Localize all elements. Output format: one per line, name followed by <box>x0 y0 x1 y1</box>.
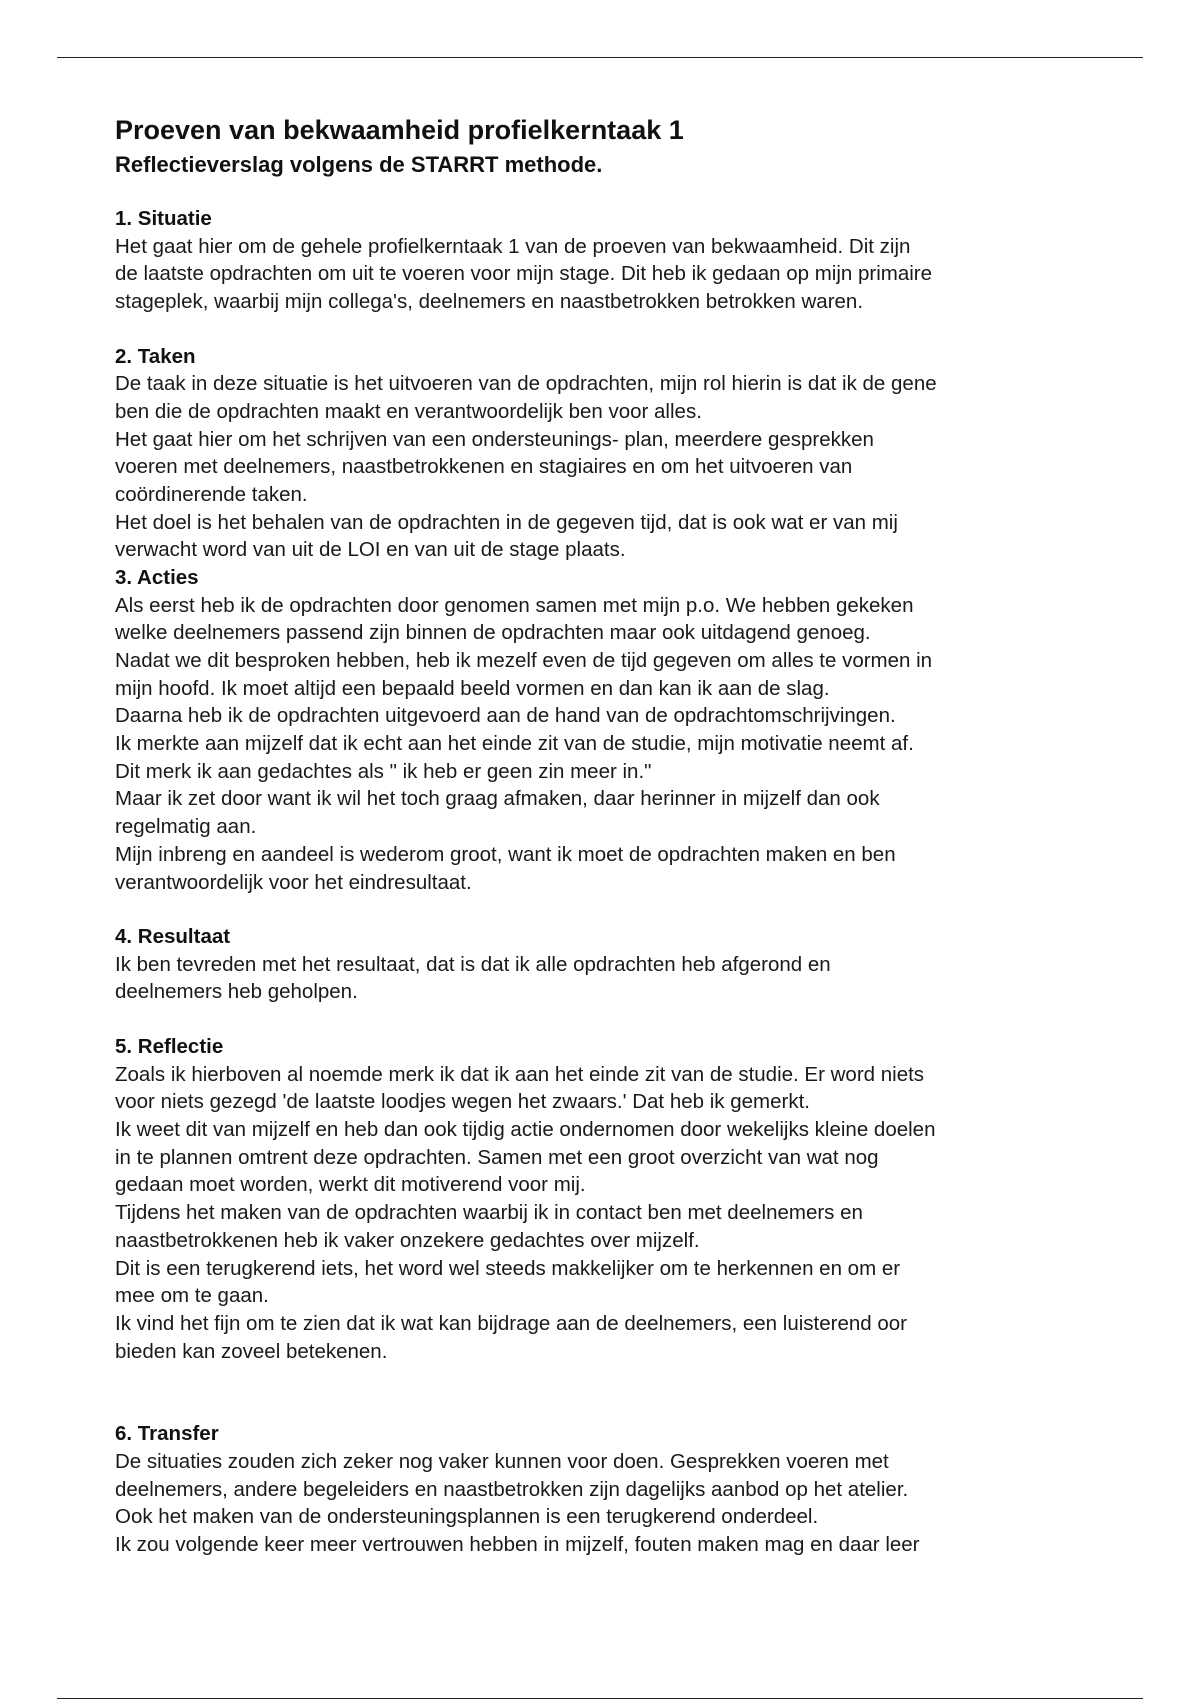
paragraph-line: Het gaat hier om het schrijven van een ondersteunings- plan, meerdere gesprekken <box>115 427 874 451</box>
document-title: Proeven van bekwaamheid profielkerntaak 1 <box>115 115 684 145</box>
paragraph-line: verwacht word van uit de LOI en van uit de stage plaats. <box>115 538 626 562</box>
paragraph-line: Ik vind het fijn om te zien dat ik wat kan bijdrage aan de deelnemers, een luisterend oor <box>115 1312 907 1335</box>
section-resultaat <box>115 923 1115 1006</box>
section-heading: 1. Situatie <box>115 207 212 230</box>
paragraph-line: Het gaat hier om de gehele profielkerntaak 1 van de proeven van bekwaamheid. Dit zijn <box>115 234 911 258</box>
paragraph-line: Mijn inbreng en aandeel is wederom groot, want ik moet de opdrachten maken en ben <box>115 842 896 866</box>
paragraph-line: De situaties zouden zich zeker nog vaker kunnen voor doen. Gesprekken voeren met <box>115 1449 889 1473</box>
paragraph-line: Ik weet dit van mijzelf en heb dan ook tijdig actie ondernomen door wekelijks kleine doelen <box>115 1118 936 1142</box>
paragraph-line: voor niets gezegd 'de laatste loodjes wegen het zwaars.' Dat heb ik gemerkt. <box>115 1090 810 1114</box>
paragraph-line: naastbetrokkenen heb ik vaker onzekere gedachtes over mijzelf. <box>115 1228 700 1252</box>
paragraph-line: Ik zou volgende keer meer vertrouwen hebben in mijzelf, fouten maken mag en daar leer <box>115 1533 920 1557</box>
paragraph-line: Ik merkte aan mijzelf dat ik echt aan het einde zit van de studie, mijn motivatie neemt af. <box>115 732 914 756</box>
paragraph-line: Dit is een terugkerend iets, het word wel steeds makkelijker om te herkennen en om er <box>115 1256 901 1280</box>
paragraph-line: welke deelnemers passend zijn binnen de opdrachten maar ook uitdagend genoeg. <box>115 621 871 645</box>
section-heading: 5. Reflectie <box>115 1035 224 1059</box>
section-heading: 6. Transfer <box>115 1422 219 1446</box>
paragraph-line: in te plannen omtrent deze opdrachten. Samen met een groot overzicht van wat nog <box>115 1145 879 1169</box>
spacer <box>115 896 1115 923</box>
paragraph-line: mee om te gaan. <box>115 1284 269 1308</box>
paragraph-line: Als eerst heb ik de opdrachten door genomen samen met mijn p.o. We hebben gekeken <box>115 593 914 617</box>
spacer <box>115 316 1115 343</box>
paragraph-line: ben die de opdrachten maakt en verantwoordelijk ben voor alles. <box>115 399 702 423</box>
paragraph-line: bieden kan zoveel betekenen. <box>115 1339 388 1363</box>
paragraph-line: regelmatig aan. <box>115 815 257 839</box>
document-body <box>115 112 1115 1559</box>
section-reflectie <box>115 1033 1115 1365</box>
paragraph-line: de laatste opdrachten om uit te voeren voor mijn stage. Dit heb ik gedaan op mijn primaire <box>115 262 933 286</box>
spacer <box>115 1006 1115 1033</box>
paragraph-line: coördinerende taken. <box>115 482 308 506</box>
bottom-rule <box>57 1698 1143 1699</box>
paragraph-line: deelnemers, andere begeleiders en naastbetrokken zijn dagelijks aanbod op het atelier. <box>115 1477 909 1501</box>
section-situatie <box>115 205 1115 316</box>
paragraph-line: Tijdens het maken van de opdrachten waarbij ik in contact ben met deelnemers en <box>115 1201 863 1225</box>
paragraph-line: verantwoordelijk voor het eindresultaat. <box>115 870 472 894</box>
section-transfer <box>115 1420 1115 1558</box>
section-heading: 3. Acties <box>115 566 199 590</box>
paragraph-line: Zoals ik hierboven al noemde merk ik dat ik aan het einde zit van de studie. Er word niets <box>115 1062 925 1086</box>
paragraph-line: Het doel is het behalen van de opdrachten in de gegeven tijd, dat is ook wat er van mij <box>115 510 898 534</box>
section-heading: 2. Taken <box>115 344 196 368</box>
spacer <box>115 1365 1115 1420</box>
paragraph-line: stageplek, waarbij mijn collega's, deelnemers en naastbetrokken betrokken waren. <box>115 289 864 313</box>
section-heading: 4. Resultaat <box>115 925 231 949</box>
paragraph-line: Nadat we dit besproken hebben, heb ik mezelf even de tijd gegeven om alles te vormen in <box>115 648 933 672</box>
top-rule <box>57 57 1143 58</box>
paragraph-line: Ook het maken van de ondersteuningsplannen is een terugkerend onderdeel. <box>115 1505 819 1529</box>
paragraph-line: Dit merk ik aan gedachtes als " ik heb er geen zin meer in." <box>115 759 652 783</box>
document-subtitle: Reflectieverslag volgens de STARRT methode. <box>115 152 603 177</box>
paragraph-line: gedaan moet worden, werkt dit motiverend voor mij. <box>115 1173 586 1197</box>
paragraph-line: De taak in deze situatie is het uitvoeren van de opdrachten, mijn rol hierin is dat ik de gene <box>115 372 937 396</box>
paragraph-line: Ik ben tevreden met het resultaat, dat is dat ik alle opdrachten heb afgerond en <box>115 952 831 976</box>
paragraph-line: deelnemers heb geholpen. <box>115 980 358 1004</box>
paragraph-line: Maar ik zet door want ik wil het toch graag afmaken, daar herinner in mijzelf dan ook <box>115 787 880 811</box>
paragraph-line: voeren met deelnemers, naastbetrokkenen en stagiaires en om het uitvoeren van <box>115 455 853 479</box>
paragraph-line: mijn hoofd. Ik moet altijd een bepaald beeld vormen en dan kan ik aan de slag. <box>115 676 830 700</box>
section-taken <box>115 343 1115 564</box>
section-acties <box>115 564 1115 896</box>
paragraph-line: Daarna heb ik de opdrachten uitgevoerd aan de hand van de opdrachtomschrijvingen. <box>115 704 896 728</box>
